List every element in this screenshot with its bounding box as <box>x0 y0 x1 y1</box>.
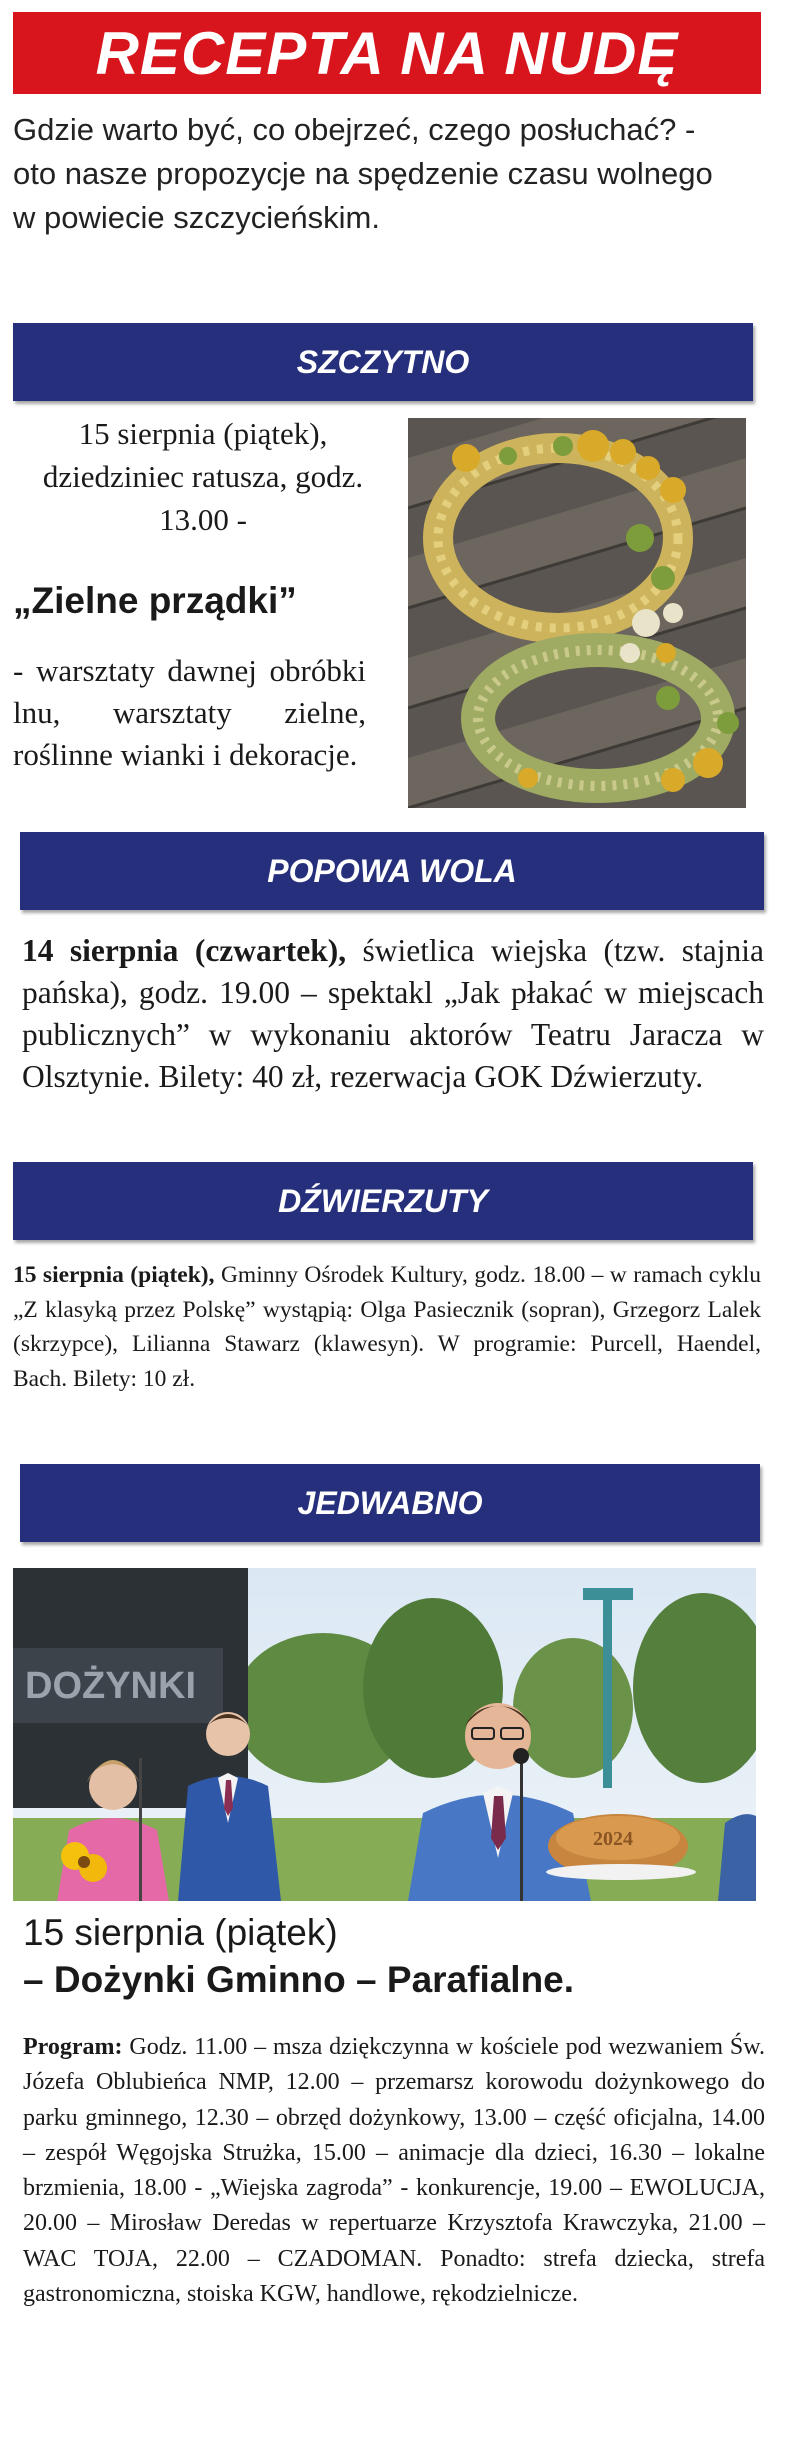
popowa-wola-event-text <box>22 930 764 1098</box>
jedwabno-program-text: Godz. 11.00 – msza dziękczynna w kościele pod wezwaniem Św. Józefa Oblubieńca NMP, 12.00 – przemarsz korowodu dożynkowego do parku gminnego, 12.30 – obrzęd dożynkowy, 13.00 – część oficjalna, 14.00 – zespół Węgojska Strużka, 15.00 – animacje dla dzieci, 16.30 – lokalne brzmienia, 18.00 - „Wiejska zagroda” - konkurencje, 19.00 – EWOLUCJA, 20.00 – Mirosław Deredas w repertuarze Krzysztofa Krawczyka, 21.00 – WAC TOJA, 22.00 – CZADOMAN. Ponadto: strefa dziecka, strefa gastronomiczna, stoiska KGW, handlowe, rękodzielnicze. <box>23 2034 765 2308</box>
harvest-festival-photo <box>13 1568 756 1901</box>
jedwabno-program-label: Program: <box>23 2034 123 2060</box>
stage-banner-text: DOŻYNKI <box>25 1665 196 1707</box>
bread-decoration-text: 2024 <box>593 1828 633 1850</box>
popowa-wola-event-description: świetlica wiejska (tzw. stajnia pańska), godz. 19.00 – spektakl „Jak płakać w miejscach publicznych” w wykonaniu aktorów Teatru Jaracza w Olsztynie. Bilety: 40 zł, rezerwacja GOK Dźwierzuty. <box>22 933 764 1094</box>
intro-text: Gdzie warto być, co obejrzeć, czego posłuchać? - oto nasze propozycje na spędzenie czasu wolnego w powiecie szczycieńskim. <box>13 112 713 235</box>
jedwabno-event-date: 15 sierpnia (piątek) <box>23 1912 338 1953</box>
dzwierzuty-event-description: Gminny Ośrodek Kultury, godz. 18.00 – w ramach cyklu „Z klasyką przez Polskę” wystąpią: Olga Pasiecznik (sopran), Grzegorz Lalek (skrzypce), Lilianna Stawarz (klawesyn). W programie: Purcell, Haendel, Bach. Bilety: 10 zł. <box>13 1262 761 1392</box>
section-heading-popowa-wola: POPOWA WOLA <box>20 832 764 910</box>
section-heading-jedwabno: JEDWABNO <box>20 1464 760 1542</box>
page-title: RECEPTA NA NUDĘ <box>13 12 761 94</box>
dzwierzuty-event-text <box>13 1258 761 1396</box>
herb-wreath-photo <box>408 418 746 808</box>
section-heading-szczytno: SZCZYTNO <box>13 323 753 401</box>
szczytno-event-description: - warsztaty dawnej obróbki lnu, warsztaty zielne, roślinne wianki i dekoracje. <box>13 653 366 772</box>
szczytno-event-title: „Zielne prządki” <box>13 580 297 621</box>
jedwabno-program <box>23 2030 765 2312</box>
popowa-wola-event-date: 14 sierpnia (czwartek), <box>22 933 347 968</box>
dzwierzuty-event-date: 15 sierpnia (piątek), <box>13 1262 215 1288</box>
szczytno-event-info: 15 sierpnia (piątek), dziedziniec ratusza, godz. 13.00 - <box>42 416 364 537</box>
jedwabno-event-title: – Dożynki Gminno – Parafialne. <box>23 1959 575 2000</box>
section-heading-dzwierzuty: DŹWIERZUTY <box>13 1162 753 1240</box>
